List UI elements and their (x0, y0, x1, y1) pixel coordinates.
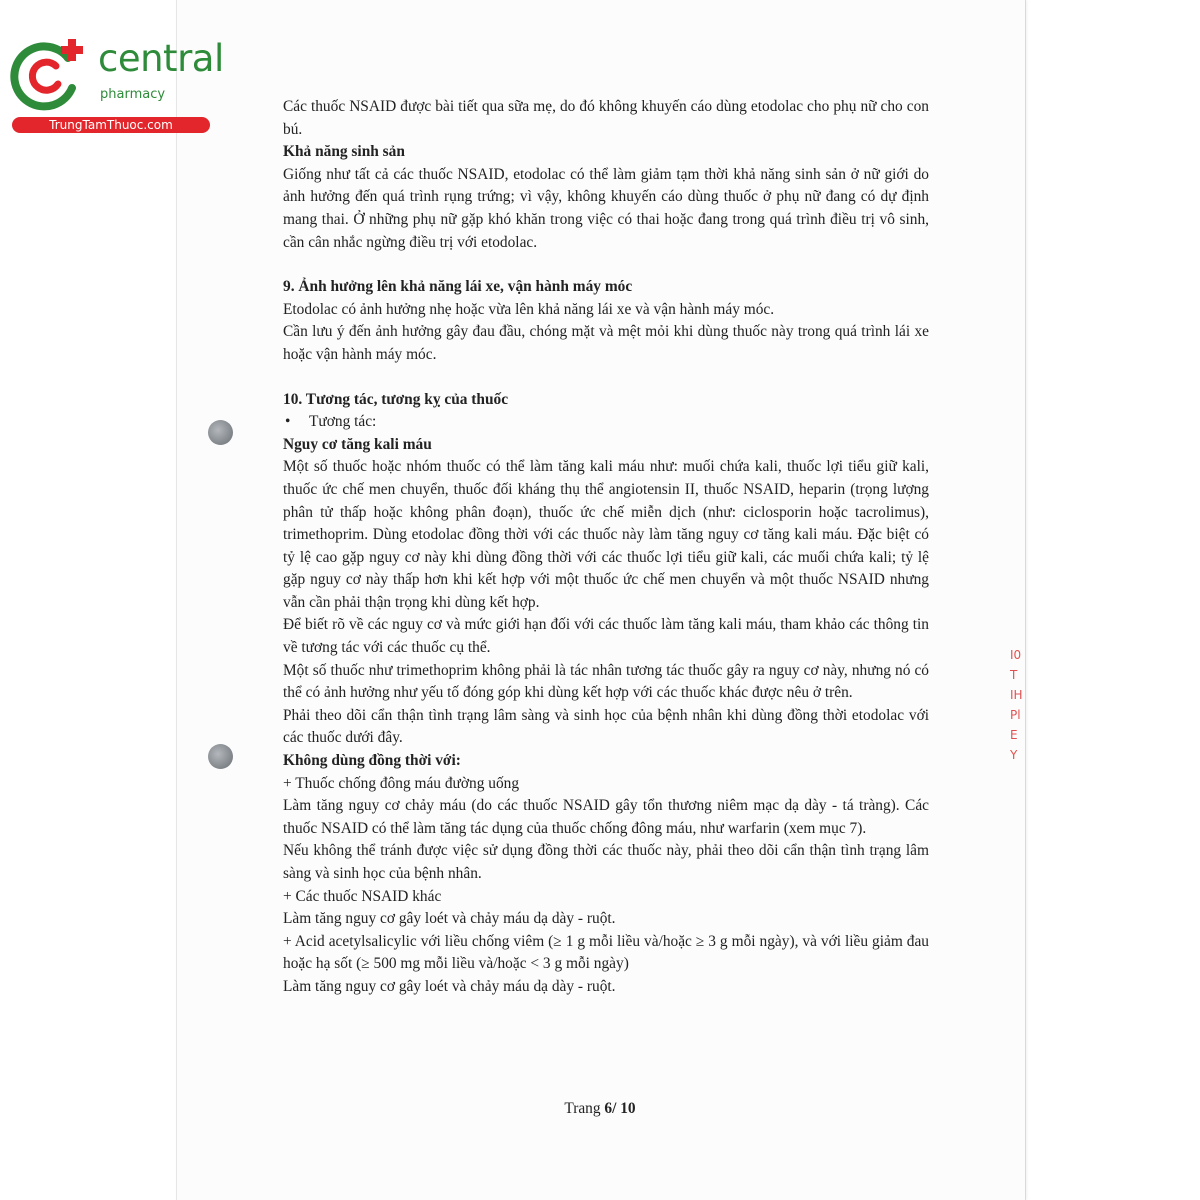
document-body (283, 96, 929, 999)
punch-hole (208, 744, 233, 769)
logo-subtitle: pharmacy (100, 87, 166, 102)
bullet-mark: • (285, 413, 291, 431)
paragraph: Các thuốc NSAID được bài tiết qua sữa mẹ, do đó không khuyến cáo dùng etodolac cho phụ nữ cho con bú. (283, 98, 929, 138)
punch-hole (208, 420, 233, 445)
paragraph: Một số thuốc như trimethoprim không phải là tác nhân tương tác thuốc gây ra nguy cơ này, nhưng nó có thể có ảnh hưởng như yếu tố đóng góp khi dùng kết hợp với các thuốc khác được nêu ở trên. (283, 661, 929, 702)
heading-section-9: 9. Ảnh hưởng lên khả năng lái xe, vận hành máy móc (283, 278, 633, 296)
paragraph: Làm tăng nguy cơ gây loét và chảy máu dạ dày - ruột. (283, 977, 616, 995)
stamp-text: Pl (1010, 708, 1021, 722)
stamp-text: T (1010, 668, 1018, 682)
paragraph: Giống như tất cả các thuốc NSAID, etodolac có thể làm giảm tạm thời khả năng sinh sản ở nữ giới do ảnh hưởng đến quá trình rụng trứng; vì vậy, không khuyến cáo dùng thuốc ở phụ nữ đang có dự định mang thai. Ở những phụ nữ gặp khó khăn trong việc có thai hoặc đang trong quá trình điều trị vô sinh, cần cân nhắc ngừng điều trị với etodolac. (283, 165, 929, 251)
heading-hyperkalemia: Nguy cơ tăng kali máu (283, 435, 432, 453)
paragraph: + Các thuốc NSAID khác (283, 887, 442, 905)
stamp-mark (1010, 645, 1034, 765)
page-number-value: 6/ 10 (604, 1100, 636, 1117)
central-pharmacy-logo[interactable] (10, 36, 224, 136)
paragraph: Cần lưu ý đến ảnh hưởng gây đau đầu, chóng mặt và mệt mỏi khi dùng thuốc này trong quá trình lái xe hoặc vận hành máy móc. (283, 323, 929, 363)
page-number-prefix: Trang (564, 1100, 605, 1117)
heading-fertility: Khả năng sinh sản (283, 143, 405, 161)
logo-site: TrungTamThuoc.com (12, 117, 210, 133)
pharmacy-cross-icon (10, 36, 96, 114)
logo-brand: central (98, 37, 224, 80)
paragraph: Để biết rõ về các nguy cơ và mức giới hạn đối với các thuốc làm tăng kali máu, tham khảo các thông tin về tương tác với các thuốc cụ thể. (283, 616, 929, 657)
paragraph: Làm tăng nguy cơ chảy máu (do các thuốc NSAID gây tổn thương niêm mạc dạ dày - tá tràng). Các thuốc NSAID có thể làm tăng tác dụng của thuốc chống đông máu, như warfarin (xem mục 7). (283, 797, 929, 837)
bullet-text: Tương tác: (309, 413, 377, 431)
stamp-text: E (1010, 728, 1018, 742)
heading-section-10: 10. Tương tác, tương kỵ của thuốc (283, 390, 509, 408)
page-number (0, 1099, 1200, 1119)
bullet-item (283, 411, 929, 434)
paragraph: + Acid acetylsalicylic với liều chống viêm (≥ 1 g mỗi liều và/hoặc ≥ 3 g mỗi ngày), và với liều giảm đau hoặc hạ sốt (≥ 500 mg mỗi liều và/hoặc < 3 g mỗi ngày) (283, 932, 929, 973)
stamp-text: IH (1010, 688, 1023, 702)
stamp-text: I0 (1010, 648, 1022, 662)
paragraph: Nếu không thể tránh được việc sử dụng đồng thời các thuốc này, phải theo dõi cẩn thận tình trạng lâm sàng và sinh học của bệnh nhân. (283, 842, 929, 882)
heading-not-combined: Không dùng đồng thời với: (283, 752, 461, 770)
paragraph: Một số thuốc hoặc nhóm thuốc có thể làm tăng kali máu như: muối chứa kali, thuốc lợi tiểu giữ kali, thuốc ức chế men chuyển, thuốc đối kháng thụ thể angiotensin II, thuốc NSAID, heparin (trọng lượng phân tử thấp hoặc không phân đoạn), thuốc ức chế miễn dịch (như: ciclosporin hoặc tacrolimus), trimethoprim. Dùng etodolac đồng thời với các thuốc này làm tăng nguy cơ tăng kali máu. Đặc biệt có tỷ lệ cao gặp nguy cơ này khi dùng đồng thời với các thuốc lợi tiểu giữ kali, các muối chứa kali; tỷ lệ gặp nguy cơ này thấp hơn khi kết hợp với một thuốc ức chế men chuyển và một thuốc NSAID nhưng vẫn cần phải thận trọng khi dùng kết hợp. (283, 458, 929, 611)
paragraph: + Thuốc chống đông máu đường uống (283, 774, 520, 792)
paragraph: Etodolac có ảnh hưởng nhẹ hoặc vừa lên khả năng lái xe và vận hành máy móc. (283, 300, 775, 318)
paragraph: Phải theo dõi cẩn thận tình trạng lâm sàng và sinh học của bệnh nhân khi dùng đồng thời etodolac với các thuốc dưới đây. (283, 706, 929, 747)
stamp-text: Y (1010, 748, 1018, 762)
paragraph: Làm tăng nguy cơ gây loét và chảy máu dạ dày - ruột. (283, 910, 616, 928)
